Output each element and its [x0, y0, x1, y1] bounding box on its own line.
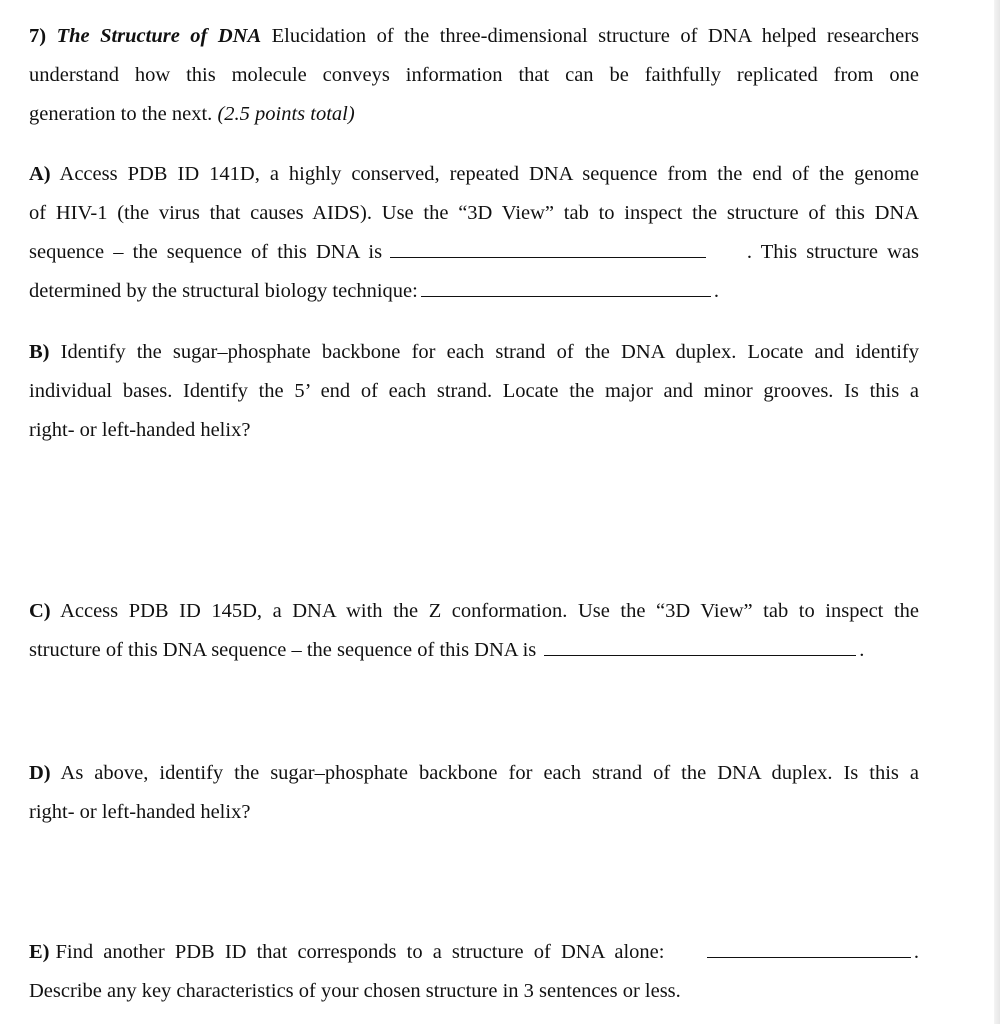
part-e-label: E)	[29, 941, 50, 963]
points-total: (2.5 points total)	[217, 103, 355, 125]
part-c-label: C)	[29, 600, 51, 622]
part-b-text-1: Identify the sugar–phosphate backbone for each strand of the DNA duplex. Locate and identify	[60, 341, 920, 363]
part-d-line-1	[29, 754, 919, 793]
sequence-141d-answer-blank[interactable]	[390, 256, 706, 258]
part-e-text-1-end: .	[913, 941, 919, 963]
question-intro	[29, 17, 919, 134]
intro-text-1: Elucidation of the three-dimensional structure of DNA helped researchers	[271, 25, 920, 47]
page-edge-shadow	[994, 0, 1000, 1024]
part-a-line-2: of HIV-1 (the virus that causes AIDS). Use the “3D View” tab to inspect the structure of this DNA	[29, 202, 919, 224]
part-e	[29, 933, 919, 1011]
part-a-line-3	[29, 233, 919, 272]
intro-line-3	[29, 95, 919, 134]
part-a-line-4	[29, 272, 919, 311]
part-b-line-1	[29, 333, 919, 372]
part-a-text-4-end: .	[713, 280, 719, 302]
question-number: 7)	[29, 25, 47, 47]
part-b	[29, 333, 919, 450]
question-title: The Structure of DNA	[56, 25, 262, 47]
intro-line-2: understand how this molecule conveys information that can be faithfully replicated from one	[29, 64, 919, 86]
sequence-145d-answer-blank[interactable]	[544, 654, 856, 656]
intro-text-3: generation to the next.	[29, 103, 213, 125]
part-e-line-2: Describe any key characteristics of your chosen structure in 3 sentences or less.	[29, 980, 681, 1002]
part-c-text-2-end: .	[859, 639, 865, 661]
part-a-label: A)	[29, 163, 51, 185]
part-e-text-1-start: Find another PDB ID that corresponds to a structure of DNA alone:	[55, 941, 665, 963]
part-a	[29, 155, 919, 311]
part-e-line-1	[29, 933, 919, 972]
part-b-label: B)	[29, 341, 50, 363]
technique-answer-blank[interactable]	[421, 295, 711, 297]
part-b-line-2: individual bases. Identify the 5’ end of each strand. Locate the major and minor grooves. Is this a	[29, 380, 919, 402]
part-a-text-1: Access PDB ID 141D, a highly conserved, repeated DNA sequence from the end of the genome	[59, 163, 919, 185]
part-a-text-3-start: sequence – the sequence of this DNA is	[29, 241, 383, 263]
part-d-label: D)	[29, 762, 51, 784]
part-c-text-1: Access PDB ID 145D, a DNA with the Z conformation. Use the “3D View” tab to inspect the	[60, 600, 919, 622]
part-d-text-1: As above, identify the sugar–phosphate backbone for each strand of the DNA duplex. Is this a	[60, 762, 919, 784]
pdb-id-answer-blank[interactable]	[707, 956, 911, 958]
part-b-line-3: right- or left-handed helix?	[29, 419, 251, 441]
part-c-line-1	[29, 592, 919, 631]
part-c	[29, 592, 919, 670]
part-c-text-2-start: structure of this DNA sequence – the sequence of this DNA is	[29, 639, 537, 661]
part-a-text-4-start: determined by the structural biology technique:	[29, 280, 418, 302]
part-d-line-2: right- or left-handed helix?	[29, 801, 251, 823]
part-a-line-1	[29, 155, 919, 194]
part-d	[29, 754, 919, 832]
part-a-text-3-end: . This structure was	[746, 241, 919, 263]
part-c-line-2	[29, 631, 919, 670]
intro-line-1	[29, 17, 919, 56]
